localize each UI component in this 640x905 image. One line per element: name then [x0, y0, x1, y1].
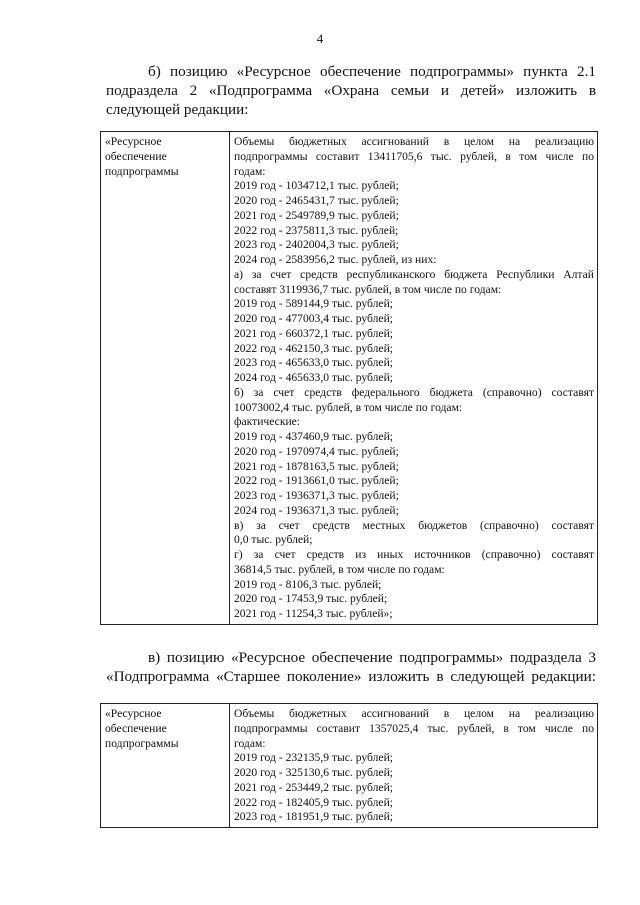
page-number: 4 [316, 31, 324, 46]
label-line: обеспечение [105, 149, 167, 163]
content-line: 2020 год - 477003,4 тыс. рублей; [234, 312, 394, 325]
content-line: 2019 год - 232135,9 тыс. рублей; [234, 751, 394, 765]
content-line: 2019 год - 589144,9 тыс. рублей; [234, 297, 394, 311]
content-line: 2020 год - 1970974,4 тыс. рублей; [234, 444, 399, 458]
content-line: 2021 год - 2549789,9 тыс. рублей; [234, 208, 399, 222]
content-line: Объемы бюджетных ассигнований в целом на реализацию [234, 707, 594, 720]
content-line: 10073002,4 тыс. рублей, в том числе по годам: [234, 400, 463, 414]
section-v-text [106, 648, 596, 686]
content-line: 2020 год - 325130,6 тыс. рублей; [234, 766, 394, 779]
section-b-line-3: следующей редакции: [106, 101, 249, 118]
content-line: 2020 год - 2465431,7 тыс. рублей; [234, 194, 399, 207]
content-line: 2019 год - 437460,9 тыс. рублей; [234, 430, 394, 443]
content-line: 2019 год - 1034712,1 тыс. рублей; [234, 179, 399, 193]
content-line: подпрограммы составит 13411705,6 тыс. рублей, в том числе по [234, 149, 594, 163]
content-line: 2021 год - 253449,2 тыс. рублей; [234, 780, 394, 794]
content-line: 0,0 тыс. рублей; [234, 533, 313, 547]
content-line: а) за счет средств республиканского бюджета Республики Алтай [234, 267, 594, 281]
content-line: 2022 год - 2375811,3 тыс. рублей; [234, 223, 399, 237]
content-line: 2023 год - 181951,9 тыс. рублей; [234, 810, 394, 824]
section-b-line-2: подраздела 2 «Подпрограмма «Охрана семьи и детей» изложить в [106, 82, 596, 99]
content-line: годам: [234, 164, 266, 178]
content-line: 2023 год - 465633,0 тыс. рублей; [234, 356, 394, 370]
content-line: 2024 год - 2583956,2 тыс. рублей, из них: [234, 253, 437, 266]
content-line: 2019 год - 8106,3 тыс. рублей; [234, 577, 382, 591]
content-line: 2021 год - 660372,1 тыс. рублей; [234, 326, 394, 340]
content-line: 2023 год - 1936371,3 тыс. рублей; [234, 489, 399, 502]
content-line: в) за счет средств местных бюджетов (справочно) составят [234, 518, 594, 532]
section-b-line-1: б) позицию «Ресурсное обеспечение подпрограммы» пункта 2.1 [148, 63, 596, 80]
content-line: 2021 год - 1878163,5 тыс. рублей; [234, 459, 399, 473]
label-line: подпрограммы [105, 736, 179, 750]
content-line: 2023 год - 2402004,3 тыс. рублей; [234, 238, 399, 252]
content-line: 2020 год - 17453,9 тыс. рублей; [234, 592, 388, 606]
content-line: составят 3119936,7 тыс. рублей, в том числе по годам: [234, 282, 502, 296]
resource-table-v-label-cell [101, 704, 230, 828]
resource-table-b-label-cell [101, 132, 230, 625]
resource-table-b [100, 131, 598, 625]
content-line: 2022 год - 182405,9 тыс. рублей; [234, 795, 394, 809]
label-line: «Ресурсное [105, 707, 162, 720]
content-line: 2024 год - 465633,0 тыс. рублей; [234, 371, 394, 384]
resource-table-b-content-cell [230, 132, 598, 625]
content-line: г) за счет средств из иных источников (справочно) составят [234, 548, 594, 561]
resource-table-v [100, 703, 598, 828]
content-line: 2022 год - 462150,3 тыс. рублей; [234, 341, 394, 355]
resource-table-v-content-cell [230, 704, 598, 828]
content-line: Объемы бюджетных ассигнований в целом на реализацию [234, 135, 594, 148]
label-line: «Ресурсное [105, 135, 162, 148]
content-line: б) за счет средств федерального бюджета (справочно) составят [234, 385, 594, 399]
content-line: 2024 год - 1936371,3 тыс. рублей; [234, 503, 399, 517]
content-line: 36814,5 тыс. рублей, в том числе по годам: [234, 562, 445, 576]
content-line: подпрограммы составит 1357025,4 тыс. рублей, в том числе по [234, 721, 594, 735]
section-v-line-1: в) позицию «Ресурсное обеспечение подпрограммы» подраздела 3 [148, 649, 596, 666]
label-line: обеспечение [105, 721, 167, 735]
section-b-text [106, 62, 596, 119]
label-line: подпрограммы [105, 164, 179, 178]
content-line: годам: [234, 736, 266, 750]
content-line: 2021 год - 11254,3 тыс. рублей»; [234, 607, 393, 620]
content-line: фактические: [234, 415, 301, 429]
content-line: 2022 год - 1913661,0 тыс. рублей; [234, 474, 399, 488]
section-v-line-2: «Подпрограмма «Старшее поколение» изложить в следующей редакции: [106, 668, 596, 685]
